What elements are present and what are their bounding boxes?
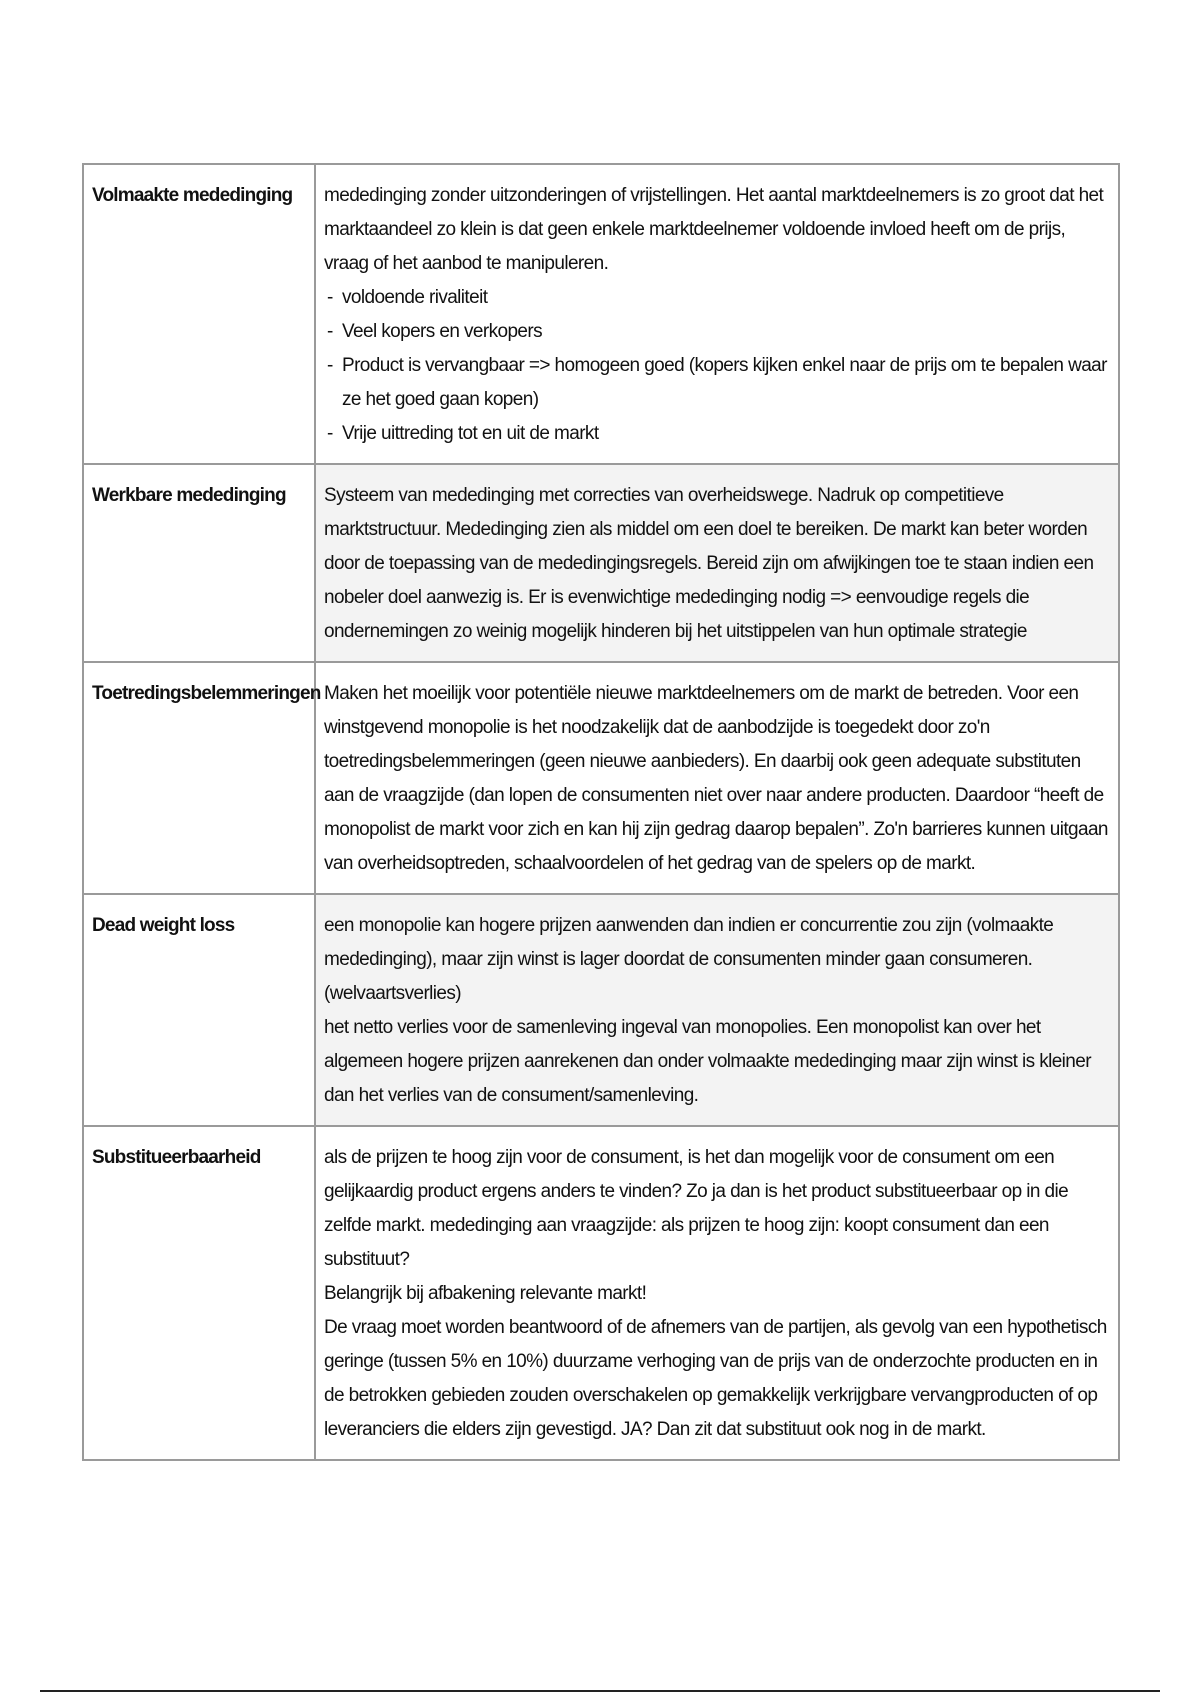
list-item: - Veel kopers en verkopers: [324, 315, 1110, 349]
table-row: [83, 1126, 1119, 1460]
table-row: [83, 164, 1119, 464]
table-row: [83, 662, 1119, 894]
list-item: - Product is vervangbaar => homogeen goed (kopers kijken enkel naar de prijs om te bepalen waar ze het goed gaan kopen): [324, 349, 1110, 417]
page-bottom-divider: [40, 1690, 1160, 1692]
term-cell: Substitueerbaarheid: [83, 1126, 315, 1460]
list-item: - Vrije uittreding tot en uit de markt: [324, 417, 1110, 451]
term-cell: Toetredingsbelemmeringen: [83, 662, 315, 894]
table-row: [83, 894, 1119, 1126]
definition-text: mededinging zonder uitzonderingen of vrijstellingen. Het aantal marktdeelnemers is zo groot dat het marktaandeel zo klein is dat geen enkele marktdeelnemer voldoende invloed heeft om de prijs, vraag of het aanbod te manipuleren.: [324, 185, 1104, 274]
definition-cell: [315, 894, 1119, 1126]
term-cell: Volmaakte mededinging: [83, 164, 315, 464]
definitions-table: [82, 163, 1120, 1461]
definition-text: Belangrijk bij afbakening relevante markt!: [324, 1283, 647, 1304]
definition-text: een monopolie kan hogere prijzen aanwenden dan indien er concurrentie zou zijn (volmaakte mededinging), maar zijn winst is lager doordat de consumenten minder gaan consumeren. (welvaartsverlies): [324, 915, 1054, 1004]
definition-cell: [315, 164, 1119, 464]
definition-text: het netto verlies voor de samenleving ingeval van monopolies. Een monopolist kan over het algemeen hogere prijzen aanrekenen dan onder volmaakte mededinging maar zijn winst is kleiner dan het verlies van de consument/samenleving.: [324, 1017, 1091, 1106]
table-row: [83, 464, 1119, 662]
definition-cell: [315, 662, 1119, 894]
term-cell: Dead weight loss: [83, 894, 315, 1126]
definition-text: Systeem van mededinging met correcties van overheidswege. Nadruk op competitieve marktstructuur. Mededinging zien als middel om een doel te bereiken. De markt kan beter worden door de toepassing van de mededingingsregels. Bereid zijn om afwijkingen toe te staan indien een nobeler doel aanwezig is. Er is evenwichtige mededinging nodig => eenvoudige regels die ondernemingen zo weinig mogelijk hinderen bij het uitstippelen van hun optimale strategie: [324, 485, 1094, 642]
definition-cell: [315, 464, 1119, 662]
definition-text: als de prijzen te hoog zijn voor de consument, is het dan mogelijk voor de consument om een gelijkaardig product ergens anders te vinden? Zo ja dan is het product substitueerbaar op in die zelfde markt. mededinging aan vraagzijde: als prijzen te hoog zijn: koopt consument dan een substituut?: [324, 1147, 1069, 1270]
list-item: - voldoende rivaliteit: [324, 281, 1110, 315]
definition-text: De vraag moet worden beantwoord of de afnemers van de partijen, als gevolg van een hypothetisch geringe (tussen 5% en 10%) duurzame verhoging van de prijs van de onderzochte producten en in de betrokken gebieden zouden overschakelen op gemakkelijk verkrijgbare vervangproducten of op leveranciers die elders zijn gevestigd. JA? Dan zit dat substituut ook nog in de markt.: [324, 1317, 1107, 1440]
bullet-list: [324, 281, 1110, 451]
definition-text: Maken het moeilijk voor potentiële nieuwe marktdeelnemers om de markt de betreden. Voor een winstgevend monopolie is het noodzakelijk dat de aanbodzijde is toegedekt door zo'n toetredingsbelemmeringen (geen nieuwe aanbieders). En daarbij ook geen adequate substituten aan de vraagzijde (dan lopen de consumenten niet over naar andere producten. Daardoor “heeft de monopolist de markt voor zich en kan hij zijn gedrag daarop bepalen”. Zo'n barrieres kunnen uitgaan van overheidsoptreden, schaalvoordelen of het gedrag van de spelers op de markt.: [324, 683, 1108, 874]
term-cell: Werkbare mededinging: [83, 464, 315, 662]
definition-cell: [315, 1126, 1119, 1460]
